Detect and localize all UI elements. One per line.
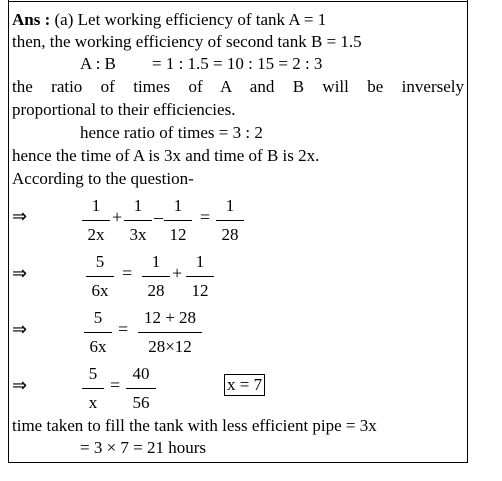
- line-3-right: = 1 : 1.5 = 10 : 15 = 2 : 3: [152, 54, 323, 73]
- eq2-f1-den: 6x: [91, 281, 109, 300]
- eq3-fraction-2: [138, 308, 202, 357]
- eq3-equals: =: [118, 319, 129, 339]
- eq1-equals: =: [200, 207, 211, 227]
- eq1-fraction-4: [216, 196, 244, 245]
- line-7: hence the time of A is 3x and time of B is 2x.: [12, 146, 320, 165]
- implies-icon: ⇒: [12, 319, 28, 340]
- eq2-fraction-3: [186, 252, 214, 301]
- line-1-text: (a) Let working efficiency of tank A = 1: [54, 10, 327, 29]
- eq2-f2-den: 28: [147, 281, 165, 300]
- eq1-f3-den: 12: [169, 225, 187, 244]
- line-4: the ratio of times of A and B will be inversely: [12, 77, 464, 96]
- eq4-fraction-1: [82, 364, 104, 413]
- implies-icon: ⇒: [12, 206, 28, 227]
- eq1-f2-num: 1: [133, 196, 143, 215]
- eq3-fraction-1: [84, 308, 112, 357]
- eq4-f1-den: x: [88, 393, 98, 412]
- line-5: proportional to their efficiencies.: [12, 100, 236, 119]
- eq3-f2-num: 12 + 28: [143, 308, 197, 327]
- eq2-f3-den: 12: [191, 281, 209, 300]
- line-3-left: A : B: [80, 54, 116, 73]
- eq1-fraction-2: [124, 196, 152, 245]
- eq1-f1-num: 1: [91, 196, 101, 215]
- eq1-f3-num: 1: [173, 196, 183, 215]
- eq1-f4-num: 1: [225, 196, 235, 215]
- implies-icon: ⇒: [12, 263, 28, 284]
- eq4-equals: =: [110, 375, 121, 395]
- eq2-fraction-2: [142, 252, 170, 301]
- line-6: hence ratio of times = 3 : 2: [80, 123, 263, 142]
- eq1-f2-den: 3x: [129, 225, 147, 244]
- eq2-plus: +: [172, 263, 183, 283]
- eq2-f2-num: 1: [151, 252, 161, 271]
- line-final-1: time taken to fill the tank with less efficient pipe = 3x: [12, 416, 377, 435]
- eq4-f1-num: 5: [88, 364, 98, 383]
- eq2-f1-num: 5: [95, 252, 105, 271]
- eq3-f1-den: 6x: [89, 337, 107, 356]
- eq4-f2-num: 40: [132, 364, 150, 383]
- eq3-f1-num: 5: [93, 308, 103, 327]
- line-final-2: = 3 × 7 = 21 hours: [80, 438, 207, 457]
- answer-label: Ans :: [12, 10, 51, 29]
- eq1-minus: –: [154, 207, 163, 227]
- eq2-fraction-1: [86, 252, 114, 301]
- line-2: then, the working efficiency of second tank B = 1.5: [12, 32, 362, 51]
- line-8: According to the question-: [12, 169, 194, 188]
- eq2-f3-num: 1: [195, 252, 205, 271]
- eq4-fraction-2: [126, 364, 156, 413]
- eq1-fraction-1: [82, 196, 110, 245]
- eq4-f2-den: 56: [132, 393, 150, 412]
- final-answer-box: x = 7: [224, 374, 265, 396]
- line-1: [12, 10, 326, 30]
- eq1-f1-den: 2x: [87, 225, 105, 244]
- eq2-equals: =: [122, 263, 133, 283]
- implies-icon: ⇒: [12, 375, 28, 396]
- eq1-fraction-3: [164, 196, 192, 245]
- eq3-f2-den: 28×12: [148, 337, 192, 356]
- eq1-f4-den: 28: [221, 225, 239, 244]
- eq1-plus: +: [112, 207, 123, 227]
